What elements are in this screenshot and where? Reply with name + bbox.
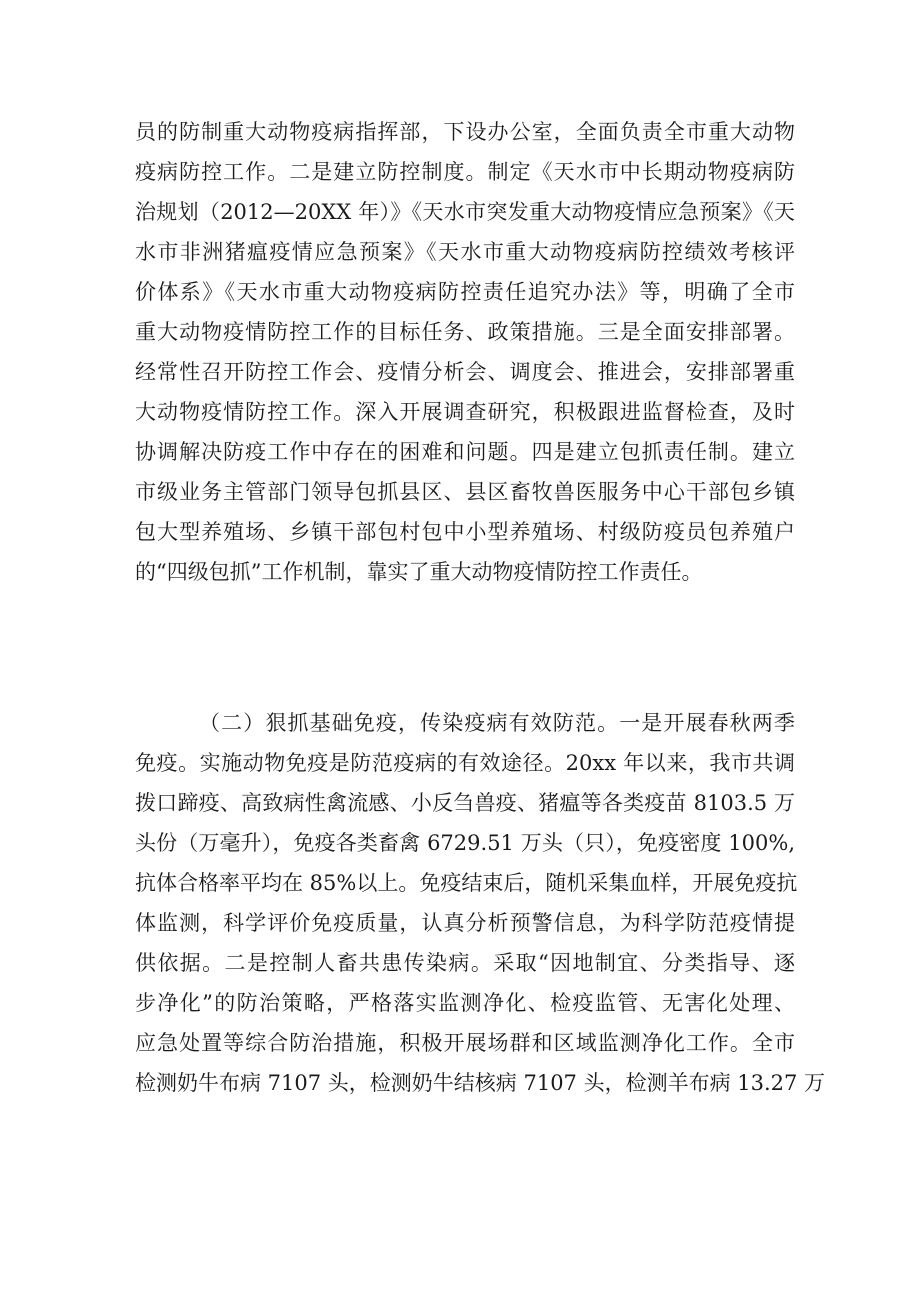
text-line: 免疫。实施动物免疫是防范疫病的有效途径。20xx 年以来，我市共调 bbox=[135, 751, 795, 775]
text-line: （二）狠抓基础免疫，传染疫病有效防范。一是开展春秋两季 bbox=[199, 711, 795, 735]
text-line: 协调解决防疫工作中存在的困难和问题。四是建立包抓责任制。建立 bbox=[135, 440, 795, 464]
text-line: 供依据。二是控制人畜共患传染病。采取“因地制宜、分类指导、逐 bbox=[135, 951, 795, 975]
paragraph-2 bbox=[135, 703, 826, 1103]
text-line: 的“四级包抓”工作机制，靠实了重大动物疫情防控工作责任。 bbox=[135, 560, 703, 584]
text-line: 体监测，科学评价免疫质量，认真分析预警信息，为科学防范疫情提 bbox=[135, 911, 795, 935]
text-line: 重大动物疫情防控工作的目标任务、政策措施。三是全面安排部署。 bbox=[135, 320, 795, 344]
text-line: 头份（万毫升），免疫各类畜禽 6729.51 万头（只），免疫密度 100%, bbox=[135, 831, 795, 855]
text-line: 步净化”的防治策略，严格落实监测净化、检疫监管、无害化处理、 bbox=[135, 991, 795, 1015]
text-line: 市级业务主管部门领导包抓县区、县区畜牧兽医服务中心干部包乡镇 bbox=[135, 480, 795, 504]
text-line: 应急处置等综合防治措施，积极开展场群和区域监测净化工作。全市 bbox=[135, 1031, 795, 1055]
text-line: 包大型养殖场、乡镇干部包村包中小型养殖场、村级防疫员包养殖户 bbox=[135, 520, 795, 544]
text-line: 检测奶牛布病 7107 头，检测奶牛结核病 7107 头，检测羊布病 13.27 万 bbox=[135, 1071, 826, 1095]
text-line: 拨口蹄疫、高致病性禽流感、小反刍兽疫、猪瘟等各类疫苗 8103.5 万 bbox=[135, 791, 795, 815]
text-line: 水市非洲猪瘟疫情应急预案》《天水市重大动物疫病防控绩效考核评 bbox=[135, 240, 795, 264]
text-line: 价体系》《天水市重大动物疫病防控责任追究办法》等，明确了全市 bbox=[135, 280, 795, 304]
text-line: 员的防制重大动物疫病指挥部，下设办公室，全面负责全市重大动物 bbox=[135, 120, 795, 144]
text-line: 经常性召开防控工作会、疫情分析会、调度会、推进会，安排部署重 bbox=[135, 360, 795, 384]
text-line: 治规划（2012—20XX 年）》《天水市突发重大动物疫情应急预案》《天 bbox=[135, 200, 795, 224]
text-line: 疫病防控工作。二是建立防控制度。制定《天水市中长期动物疫病防 bbox=[135, 160, 795, 184]
paragraph-1 bbox=[135, 112, 795, 592]
text-line: 抗体合格率平均在 85%以上。免疫结束后，随机采集血样，开展免疫抗 bbox=[135, 871, 798, 895]
text-line: 大动物疫情防控工作。深入开展调查研究，积极跟进监督检查，及时 bbox=[135, 400, 795, 424]
